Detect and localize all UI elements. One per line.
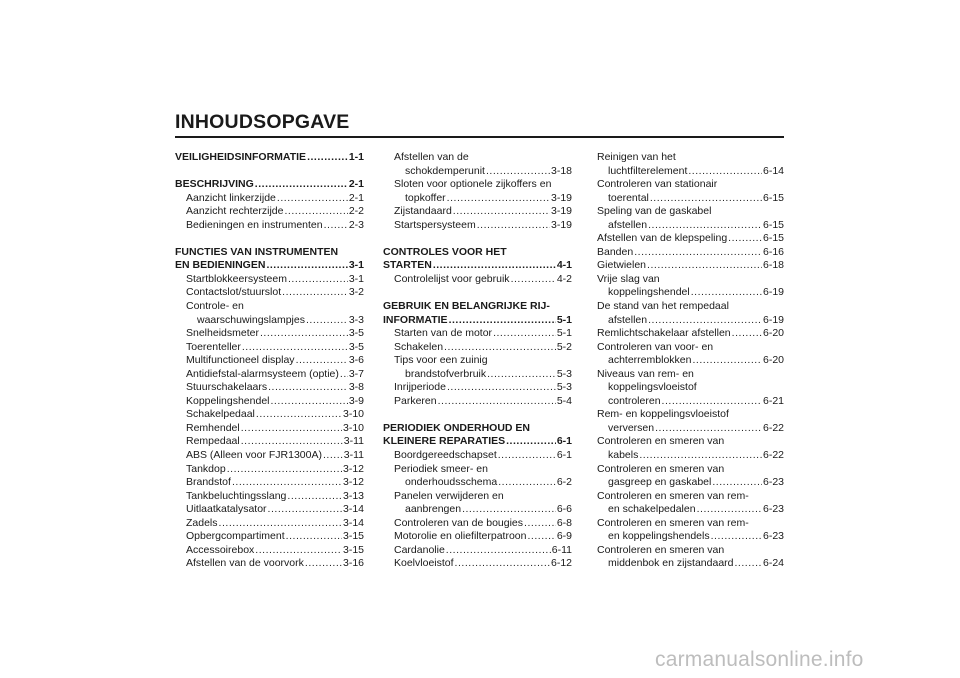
toc-spacer <box>175 232 364 246</box>
dot-leader <box>648 314 762 328</box>
toc-entry[interactable] <box>597 259 784 273</box>
toc-page-number: 3-10 <box>342 408 364 421</box>
toc-page-number: 6-22 <box>762 421 784 434</box>
toc-entry-title: Afstellen van de voorvork <box>186 557 304 570</box>
dot-leader <box>648 219 762 233</box>
dot-leader <box>305 557 342 571</box>
toc-page-number: 6-14 <box>762 164 784 177</box>
toc-entry[interactable] <box>175 192 364 206</box>
toc-chapter-heading: FUNCTIES VAN INSTRUMENTEN <box>175 245 339 258</box>
toc-entry[interactable] <box>175 205 364 219</box>
toc-entry-title: achterremblokken <box>608 354 692 367</box>
toc-entry-title: Uitlaatkatalysator <box>186 503 267 516</box>
toc-page-number: 6-23 <box>762 503 784 516</box>
toc-entry[interactable] <box>175 503 364 517</box>
toc-entry[interactable] <box>383 449 572 463</box>
toc-page-number: 3-7 <box>348 367 364 380</box>
toc-chapter-heading: GEBRUIK EN BELANGRIJKE RIJ- <box>383 300 550 313</box>
dot-leader <box>498 476 556 490</box>
toc-entry[interactable] <box>175 341 364 355</box>
dot-leader <box>255 544 342 558</box>
dot-leader <box>493 327 556 341</box>
toc-page-number: 6-20 <box>762 354 784 367</box>
dot-leader <box>511 273 556 287</box>
toc-entry-title: Stuurschakelaars <box>186 381 268 394</box>
toc-entry-title: Remlichtschakelaar afstellen <box>597 327 731 340</box>
toc-entry[interactable] <box>597 503 784 517</box>
toc-entry-title: Contactslot/stuurslot <box>186 286 282 299</box>
dot-leader <box>453 205 550 219</box>
toc-entry-title: afstellen <box>608 218 648 231</box>
toc-page-number: 5-2 <box>556 340 572 353</box>
toc-column-3 <box>597 151 784 571</box>
dot-leader <box>498 449 556 463</box>
dot-leader <box>688 165 762 179</box>
toc-entry[interactable] <box>383 517 572 531</box>
toc-page-number: 6-16 <box>762 245 784 258</box>
toc-entry-line: Vrije slag van <box>597 272 660 285</box>
toc-page-number: 5-3 <box>556 367 572 380</box>
toc-page-number: 6-23 <box>762 530 784 543</box>
toc-page-number: 2-3 <box>348 218 364 231</box>
dot-leader <box>266 259 347 273</box>
toc-entry[interactable] <box>597 327 784 341</box>
dot-leader <box>307 151 348 165</box>
toc-entry[interactable] <box>597 192 784 206</box>
dot-leader <box>219 517 342 531</box>
toc-entry-title: INFORMATIE <box>383 313 448 326</box>
dot-leader <box>446 544 551 558</box>
toc-entry[interactable] <box>175 327 364 341</box>
toc-page-number: 6-15 <box>762 232 784 245</box>
dot-leader <box>256 408 342 422</box>
toc-entry[interactable] <box>383 476 572 490</box>
toc-page-number: 2-2 <box>348 205 364 218</box>
toc-entry[interactable] <box>383 503 572 517</box>
toc-entry-title: EN BEDIENINGEN <box>175 259 266 272</box>
toc-entry-line: Controle- en <box>186 300 244 313</box>
toc-entry-title: Zadels <box>186 516 218 529</box>
toc-entry-title: Antidiefstal-alarmsysteem (optie) <box>186 367 339 380</box>
toc-entry[interactable] <box>597 530 784 544</box>
toc-entry[interactable] <box>597 557 784 571</box>
toc-entry-title: Rempedaal <box>186 435 240 448</box>
dot-leader <box>288 273 348 287</box>
toc-entry-title: Opbergcompartiment <box>186 530 285 543</box>
toc-entry-title: gasgreep en gaskabel <box>608 476 712 489</box>
toc-chapter-heading: CONTROLES VOOR HET <box>383 245 507 258</box>
toc-page-number: 3-15 <box>342 530 364 543</box>
toc-page-number: 5-3 <box>556 381 572 394</box>
toc-entry[interactable] <box>175 544 364 558</box>
dot-leader <box>639 449 762 463</box>
toc-entry-title: koppelingshendel <box>608 286 690 299</box>
toc-entry-line: Controleren en smeren van <box>597 435 725 448</box>
toc-entry-title: Toerenteller <box>186 340 241 353</box>
toc-entry[interactable] <box>175 286 364 300</box>
toc-entry-title: aanbrengen <box>405 503 462 516</box>
toc-entry[interactable] <box>597 286 784 300</box>
toc-entry[interactable] <box>597 246 784 260</box>
toc-entry-title: Cardanolie <box>394 543 445 556</box>
toc-entry-title: Multifunctioneel display <box>186 354 295 367</box>
toc-entry[interactable] <box>597 165 784 179</box>
toc-page-number: 3-11 <box>343 449 364 462</box>
toc-entry[interactable] <box>383 192 572 206</box>
toc-entry-title: kabels <box>608 449 639 462</box>
toc-page-number: 3-10 <box>342 421 364 434</box>
dot-leader <box>433 259 556 273</box>
toc-entry-title: Inrijperiode <box>394 381 446 394</box>
dot-leader <box>486 165 550 179</box>
toc-entry-line: Reinigen van het <box>597 151 676 163</box>
toc-entry-line: Speling van de gaskabel <box>597 205 712 218</box>
toc-entry-title: Tankbeluchtingsslang <box>186 489 287 502</box>
toc-entry-title: schokdemperunit <box>405 164 485 177</box>
dot-leader <box>487 368 556 382</box>
toc-page-number: 3-14 <box>342 516 364 529</box>
toc-entry-title: Bedieningen en instrumenten <box>186 218 323 231</box>
toc-chapter-entry[interactable] <box>383 314 572 328</box>
toc-entry[interactable] <box>383 368 572 382</box>
dot-leader <box>286 530 342 544</box>
toc-entry-title: BESCHRIJVING <box>175 178 254 191</box>
toc-entry[interactable] <box>597 395 784 409</box>
dot-leader <box>284 205 347 219</box>
toc-entry[interactable] <box>383 327 572 341</box>
toc-page-number: 6-24 <box>762 557 784 570</box>
toc-page-number: 3-19 <box>550 191 572 204</box>
toc-entry-title: Starten van de motor <box>394 327 493 340</box>
toc-entry[interactable] <box>383 544 572 558</box>
toc-entry-line: Controleren en smeren van <box>597 462 725 475</box>
toc-page-number: 3-8 <box>348 381 364 394</box>
toc-page-number: 6-1 <box>556 435 572 448</box>
toc-entry[interactable] <box>383 341 572 355</box>
toc-entry-title: luchtfilterelement <box>608 164 688 177</box>
toc-page-number: 6-20 <box>762 327 784 340</box>
toc-chapter-entry[interactable] <box>175 259 364 273</box>
toc-entry-title: Koelvloeistof <box>394 557 454 570</box>
toc-entry[interactable] <box>175 273 364 287</box>
dot-leader <box>447 381 556 395</box>
toc-spacer <box>175 165 364 179</box>
title-divider <box>175 136 784 138</box>
dot-leader <box>444 341 556 355</box>
dot-leader <box>241 422 342 436</box>
toc-entry-title: STARTEN <box>383 259 432 272</box>
toc-entry-title: Schakelpedaal <box>186 408 255 421</box>
toc-entry-title: Tankdop <box>186 462 226 475</box>
dot-leader <box>340 368 348 382</box>
toc-entry-title: brandstofverbruik <box>405 367 487 380</box>
toc-column-1 <box>175 151 364 571</box>
dot-leader <box>323 449 343 463</box>
toc-page-number: 6-21 <box>762 394 784 407</box>
toc-entry-title: verversen <box>608 421 655 434</box>
dot-leader <box>242 341 348 355</box>
toc-page-number: 3-14 <box>342 503 364 516</box>
toc-entry-title: topkoffer <box>405 191 446 204</box>
toc-entry-title: Aanzicht linkerzijde <box>186 191 276 204</box>
dot-leader <box>728 232 762 246</box>
toc-entry[interactable] <box>383 530 572 544</box>
toc-entry-line: Niveaus van rem- en <box>597 367 694 380</box>
toc-entry[interactable] <box>175 490 364 504</box>
toc-entry[interactable] <box>175 368 364 382</box>
toc-entry[interactable] <box>383 381 572 395</box>
toc-entry[interactable] <box>175 354 364 368</box>
toc-entry[interactable] <box>383 557 572 571</box>
toc-entry-line: Controleren en smeren van rem- <box>597 489 749 502</box>
dot-leader <box>232 476 342 490</box>
dot-leader <box>462 503 556 517</box>
dot-leader <box>528 530 556 544</box>
toc-entry[interactable] <box>597 314 784 328</box>
toc-entry[interactable] <box>175 408 364 422</box>
dot-leader <box>506 435 556 449</box>
toc-page-number: 3-6 <box>348 354 364 367</box>
dot-leader <box>255 178 348 192</box>
dot-leader <box>455 557 550 571</box>
dot-leader <box>691 286 762 300</box>
dot-leader <box>692 354 762 368</box>
dot-leader <box>268 503 342 517</box>
watermark: carmanualsonline.info <box>655 648 864 671</box>
toc-entry[interactable] <box>597 449 784 463</box>
toc-entry-title: Startspersysteem <box>394 218 476 231</box>
toc-entry[interactable] <box>175 530 364 544</box>
toc-chapter-entry[interactable] <box>175 178 364 192</box>
toc-page-number: 3-19 <box>550 205 572 218</box>
toc-spacer <box>383 286 572 300</box>
dot-leader <box>241 435 343 449</box>
toc-page-number: 3-13 <box>342 489 364 502</box>
toc-page-number: 6-18 <box>762 259 784 272</box>
dot-leader <box>296 354 348 368</box>
toc-entry[interactable] <box>175 435 364 449</box>
toc-page-number: 3-3 <box>348 313 364 326</box>
toc-page-number: 6-15 <box>762 191 784 204</box>
toc-entry-title: Motorolie en oliefilterpatroon <box>394 530 527 543</box>
toc-entry-line: Controleren van stationair <box>597 178 718 191</box>
toc-entry[interactable] <box>597 219 784 233</box>
toc-entry-title: Aanzicht rechterzijde <box>186 205 284 218</box>
dot-leader <box>271 395 348 409</box>
toc-entry-title: Accessoirebox <box>186 543 255 556</box>
toc-entry-title: Schakelen <box>394 340 444 353</box>
toc-entry[interactable] <box>175 557 364 571</box>
dot-leader <box>268 381 348 395</box>
dot-leader <box>447 192 550 206</box>
dot-leader <box>662 395 762 409</box>
dot-leader <box>732 327 762 341</box>
toc-entry[interactable] <box>383 273 572 287</box>
toc-column-2 <box>383 151 572 571</box>
toc-page-number: 3-19 <box>550 218 572 231</box>
toc-entry-title: Zijstandaard <box>394 205 452 218</box>
toc-entry-title: controleren <box>608 394 661 407</box>
dot-leader <box>324 219 348 233</box>
toc-page-number: 1-1 <box>348 151 364 163</box>
toc-entry-title: waarschuwingslampjes <box>197 313 305 326</box>
toc-page-number: 6-15 <box>762 218 784 231</box>
toc-page-number: 6-1 <box>556 449 572 462</box>
dot-leader <box>711 530 762 544</box>
toc-chapter-entry[interactable] <box>383 435 572 449</box>
toc-page-number: 3-12 <box>342 462 364 475</box>
toc-page-number: 3-16 <box>342 557 364 570</box>
dot-leader <box>650 192 762 206</box>
toc-page-number: 3-5 <box>348 327 364 340</box>
toc-entry-title: Controleren van de bougies <box>394 516 524 529</box>
toc-entry-title: onderhoudsschema <box>405 476 498 489</box>
toc-entry[interactable] <box>175 517 364 531</box>
dot-leader <box>634 246 762 260</box>
dot-leader <box>697 503 762 517</box>
toc-entry[interactable] <box>383 395 572 409</box>
dot-leader <box>647 259 762 273</box>
page-title: INHOUDSOPGAVE <box>175 111 350 133</box>
toc-entry-title: VEILIGHEIDSINFORMATIE <box>175 151 307 163</box>
toc-entry[interactable] <box>597 354 784 368</box>
toc-entry[interactable] <box>383 165 572 179</box>
toc-entry[interactable] <box>175 381 364 395</box>
toc-page-number: 5-4 <box>556 394 572 407</box>
toc-entry-line: Controleren en smeren van <box>597 543 725 556</box>
toc-entry-title: en koppelingshendels <box>608 530 710 543</box>
dot-leader <box>438 395 556 409</box>
dot-leader <box>277 192 348 206</box>
toc-page-number: 6-11 <box>551 543 572 556</box>
toc-entry[interactable] <box>597 232 784 246</box>
toc-entry-title: Snelheidsmeter <box>186 327 259 340</box>
toc-entry[interactable] <box>175 219 364 233</box>
toc-entry[interactable] <box>175 463 364 477</box>
toc-page-number: 3-11 <box>343 435 364 448</box>
dot-leader <box>227 463 342 477</box>
toc-page-number: 3-12 <box>342 476 364 489</box>
toc-page-number: 6-8 <box>556 516 572 529</box>
toc-chapter-heading: PERIODIEK ONDERHOUD EN <box>383 421 531 434</box>
toc-entry-title: ABS (Alleen voor FJR1300A) <box>186 449 322 462</box>
toc-entry-title: Controlelijst voor gebruik <box>394 272 510 285</box>
toc-entry-line: Periodiek smeer- en <box>394 462 488 475</box>
dot-leader <box>449 314 556 328</box>
toc-page-number: 4-1 <box>556 259 572 272</box>
toc-entry-line: Controleren van voor- en <box>597 340 714 353</box>
toc-spacer <box>383 408 572 422</box>
toc-entry[interactable] <box>175 395 364 409</box>
dot-leader <box>712 476 762 490</box>
toc-entry-title: Parkeren <box>394 394 437 407</box>
dot-leader <box>655 422 762 436</box>
toc-entry-line: Controleren en smeren van rem- <box>597 516 749 529</box>
toc-entry[interactable] <box>175 449 364 463</box>
toc-entry[interactable] <box>597 422 784 436</box>
toc-page-number: 6-9 <box>556 530 572 543</box>
toc-chapter-entry[interactable] <box>383 259 572 273</box>
dot-leader <box>524 517 556 531</box>
toc-entry[interactable] <box>383 219 572 233</box>
toc-page-number: 3-18 <box>550 164 572 177</box>
toc-page-number: 3-1 <box>348 259 364 272</box>
toc-page-number: 6-19 <box>762 313 784 326</box>
dot-leader <box>735 557 762 571</box>
toc-chapter-entry[interactable] <box>175 151 364 165</box>
toc-entry-title: KLEINERE REPARATIES <box>383 435 506 448</box>
toc-entry-title: middenbok en zijstandaard <box>608 557 734 570</box>
toc-entry-line: Rem- en koppelingsvloeistof <box>597 408 729 421</box>
toc-page-number: 3-1 <box>348 272 364 285</box>
toc-entry[interactable] <box>175 422 364 436</box>
toc-entry-title: Boordgereedschapset <box>394 449 497 462</box>
toc-entry-title: toerental <box>608 191 649 204</box>
toc-page-number: 2-1 <box>348 191 364 204</box>
toc-page-number: 6-6 <box>556 503 572 516</box>
dot-leader <box>306 314 348 328</box>
toc-page-number: 2-1 <box>348 178 364 191</box>
dot-leader <box>287 490 342 504</box>
toc-entry-title: afstellen <box>608 313 648 326</box>
toc-page-number: 6-2 <box>556 476 572 489</box>
toc-entry-line: De stand van het rempedaal <box>597 300 729 313</box>
toc-entry-title: Afstellen van de klepspeling <box>597 232 728 245</box>
toc-entry-line: Panelen verwijderen en <box>394 489 504 502</box>
toc-entry-title: Koppelingshendel <box>186 394 270 407</box>
toc-entry-title: en schakelpedalen <box>608 503 696 516</box>
toc-entry-title: Gietwielen <box>597 259 647 272</box>
toc-entry-title: Startblokkeersysteem <box>186 272 287 285</box>
toc-spacer <box>383 232 572 246</box>
dot-leader <box>260 327 348 341</box>
toc-entry-line: Sloten voor optionele zijkoffers en <box>394 178 552 191</box>
toc-page-number: 6-19 <box>762 286 784 299</box>
toc-page-number: 3-2 <box>348 286 364 299</box>
toc-page-number: 6-12 <box>550 557 572 570</box>
toc-page-number: 5-1 <box>556 327 572 340</box>
toc-entry[interactable] <box>383 205 572 219</box>
toc-page-number: 3-15 <box>342 543 364 556</box>
toc-page-number: 5-1 <box>556 313 572 326</box>
toc-entry-line: Tips voor een zuinig <box>394 354 488 367</box>
dot-leader <box>477 219 550 233</box>
toc-page-number: 6-23 <box>762 476 784 489</box>
toc-page-number: 6-22 <box>762 449 784 462</box>
toc-entry[interactable] <box>175 314 364 328</box>
toc-entry[interactable] <box>597 476 784 490</box>
toc-entry[interactable] <box>175 476 364 490</box>
toc-entry-line: Afstellen van de <box>394 151 469 163</box>
toc-entry-title: Banden <box>597 245 634 258</box>
toc-page-number: 3-9 <box>348 394 364 407</box>
toc-entry-line: koppelingsvloeistof <box>608 381 697 394</box>
toc-page-number: 4-2 <box>556 272 572 285</box>
toc-entry-title: Brandstof <box>186 476 231 489</box>
dot-leader <box>282 286 348 300</box>
toc-page-number: 3-5 <box>348 340 364 353</box>
toc-entry-title: Remhendel <box>186 421 240 434</box>
